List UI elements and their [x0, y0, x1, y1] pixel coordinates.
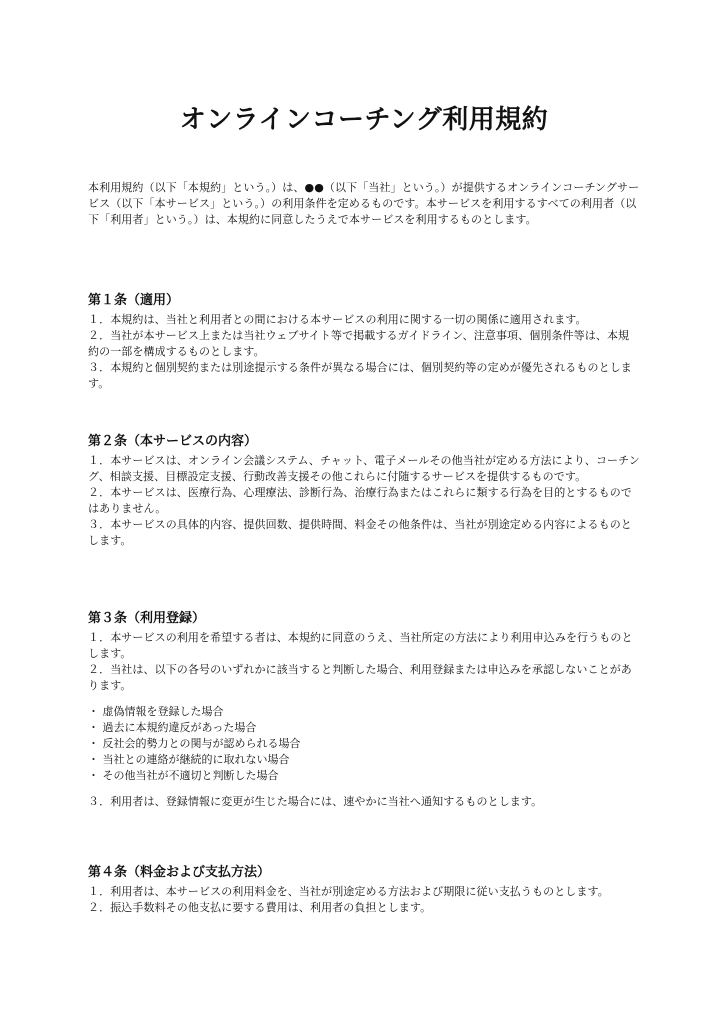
- clause: ３．利用者は、登録情報に変更が生じた場合には、速やかに当社へ通知するものとします。: [88, 795, 543, 808]
- article-4: [88, 864, 640, 916]
- article-3: [88, 610, 640, 810]
- article-title: 第１条（適用）: [88, 293, 180, 308]
- list-item: ・ 虚偽情報を登録した場合: [88, 705, 224, 718]
- clause: ３．本サービスの具体的内容、提供回数、提供時間、料金その他条件は、当社が別途定める内容によるものとします。: [88, 518, 632, 547]
- clause: ２．本サービスは、医療行為、心理療法、診断行為、治療行為またはこれらに類する行為を目的とするものではありません。: [88, 486, 632, 515]
- clause: ２．当社は、以下の各号のいずれかに該当すると判断した場合、利用登録または申込みを承認しないことがあります。: [88, 663, 632, 692]
- clause: ２．当社が本サービス上または当社ウェブサイト等で掲載するガイドライン、注意事項、個別条件等は、本規約の一部を構成するものとします。: [88, 329, 630, 358]
- bullet-list: [88, 704, 640, 784]
- clause: １．本サービスは、オンライン会議システム、チャット、電子メールその他当社が定める方法により、コーチング、相談支援、目標設定支援、行動改善支援その他これらに付随するサービスを提供するものです。: [88, 454, 640, 483]
- clause: ２．振込手数料その他支払に要する費用は、利用者の負担とします。: [88, 901, 432, 914]
- clause: １．本サービスの利用を希望する者は、本規約に同意のうえ、当社所定の方法により利用申込みを行うものとします。: [88, 631, 633, 660]
- list-item: ・ 反社会的勢力との関与が認められる場合: [88, 737, 301, 750]
- article-2: [88, 433, 640, 549]
- clause: １．利用者は、本サービスの利用料金を、当社が別途定める方法および期限に従い支払うものとします。: [88, 885, 609, 898]
- article-1: [88, 292, 640, 392]
- intro-paragraph: 本利用規約（以下「本規約」という。）は、●●（以下「当社」という。）が提供するオンラインコーチングサービス（以下「本サービス」という。）の利用条件を定めるものです。本サービスを利用するすべての利用者（以下「利用者」という。）は、本規約に同意したうえで本サービスを利用するものとします。: [88, 181, 640, 226]
- list-item: ・ 当社との連絡が継続的に取れない場合: [88, 753, 290, 766]
- document-title: オンラインコーチング利用規約: [179, 105, 549, 135]
- list-item: ・ 過去に本規約違反があった場合: [88, 721, 257, 734]
- clause: １．本規約は、当社と利用者との間における本サービスの利用に関する一切の関係に適用されます。: [88, 313, 587, 326]
- article-title: 第３条（利用登録）: [88, 611, 206, 626]
- list-item: ・ その他当社が不適切と判断した場合: [88, 769, 279, 782]
- article-title: 第４条（料金および支払方法）: [88, 865, 271, 880]
- article-title: 第２条（本サービスの内容）: [88, 434, 258, 449]
- clause: ３．本規約と個別契約または別途提示する条件が異なる場合には、個別契約等の定めが優先されるものとします。: [88, 361, 632, 390]
